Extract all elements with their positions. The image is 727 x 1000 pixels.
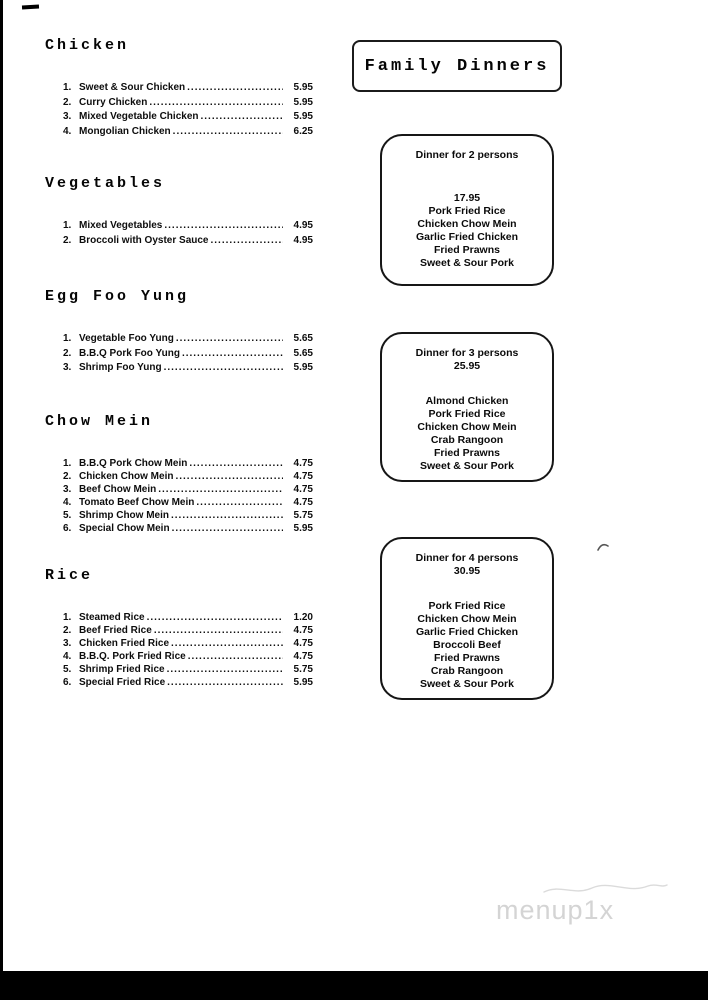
dinner-item: Pork Fried Rice [428,205,506,217]
dinner-item: Almond Chicken [425,395,509,407]
item-price: 4.75 [293,497,313,508]
item-name: Steamed Rice [79,612,145,623]
menu-item [63,484,313,497]
item-name: Mixed Vegetables [79,220,163,231]
menu-item [63,510,313,523]
item-number: 1. [63,220,72,231]
menu-item [63,664,313,677]
family-dinner-box-3-persons [380,332,554,482]
item-number: 6. [63,523,72,534]
dinner-price: 30.95 [453,565,481,577]
item-price: 5.95 [293,677,313,688]
dot-leader [189,458,283,469]
item-name: Shrimp Fried Rice [79,664,165,675]
menu-item [63,82,313,97]
dot-leader [154,625,283,636]
dinner-item: Fried Prawns [434,447,500,459]
dinner-item: Broccoli Beef [433,639,501,651]
section-title: Chicken [45,37,130,54]
section-title: Rice [45,567,94,584]
dinner-item: Garlic Fried Chicken [415,231,519,243]
dinner-item: Crab Rangoon [430,434,504,446]
dinner-item: Chicken Chow Mein [417,613,517,625]
item-name: B.B.Q Pork Chow Mein [79,458,188,469]
item-number: 3. [63,638,72,649]
dinner-item: Crab Rangoon [430,665,504,677]
menu-item [63,471,313,484]
dot-leader [173,126,283,137]
item-price: 4.95 [293,234,313,246]
item-name: Beef Fried Rice [79,625,152,636]
item-price: 4.75 [293,471,313,482]
item-name: Broccoli with Oyster Sauce [79,234,209,246]
family-dinners-title: Family Dinners [364,56,550,76]
item-price: 5.95 [293,362,313,373]
item-name: Curry Chicken [79,96,148,108]
item-name: Vegetable Foo Yung [79,333,174,344]
item-price: 5.95 [293,111,313,122]
menu-item [63,651,313,664]
dinner-item: Pork Fried Rice [428,600,506,612]
menu-item [63,220,313,235]
menu-item [63,523,313,536]
item-name: Mongolian Chicken [79,125,171,137]
item-name: Shrimp Chow Mein [79,510,169,521]
dinner-items [382,600,552,691]
item-price: 4.75 [293,458,313,469]
dot-leader [171,510,283,521]
dot-leader [167,664,283,675]
item-price: 5.65 [293,333,313,344]
menu-item [63,333,313,348]
dinner-heading: Dinner for 3 persons [415,347,519,359]
dinner-price: 25.95 [453,360,481,372]
item-price: 5.65 [293,347,313,359]
item-name: Mixed Vegetable Chicken [79,111,199,122]
item-number: 1. [63,333,72,344]
menu-item [63,625,313,638]
menu-item [63,97,313,112]
section-chicken [45,36,313,140]
item-number: 4. [63,651,72,662]
item-price: 5.95 [293,96,313,108]
section-chow-mein [45,412,313,536]
item-price: 5.95 [293,523,313,534]
dot-leader [171,638,283,649]
item-price: 4.75 [293,484,313,495]
item-number: 3. [63,362,72,373]
scan-mark-top-left [22,5,39,10]
dinner-items [382,395,552,473]
family-dinners-title-box [352,40,562,92]
scan-edge-bottom [0,971,708,1000]
item-name: Special Fried Rice [79,677,166,688]
dinner-item: Chicken Chow Mein [417,218,517,230]
family-dinner-box-4-persons [380,537,554,700]
section-items [63,82,313,140]
dot-leader [158,484,283,495]
dot-leader [196,497,283,508]
item-name: Tomato Beef Chow Mein [79,497,195,508]
dot-leader [175,471,283,482]
dot-leader [164,362,283,373]
item-number: 6. [63,677,72,688]
menu-item [63,126,313,141]
dot-leader [182,348,283,359]
section-rice [45,566,313,690]
item-price: 4.75 [293,651,313,662]
item-name: B.B.Q Pork Foo Yung [79,347,180,359]
dot-leader [176,333,283,344]
item-name: Sweet & Sour Chicken [79,82,186,93]
dot-leader [201,111,284,122]
item-price: 5.75 [293,510,313,521]
item-number: 1. [63,82,72,93]
dinner-heading: Dinner for 4 persons [415,552,519,564]
item-price: 5.95 [293,82,313,93]
item-number: 2. [63,625,72,636]
item-price: 4.75 [293,625,313,636]
menu-item [63,677,313,690]
dinner-item: Chicken Chow Mein [417,421,517,433]
item-name: B.B.Q. Pork Fried Rice [79,651,186,662]
dot-leader [187,82,283,93]
item-number: 2. [63,347,72,359]
section-items [63,458,313,536]
section-items [63,612,313,690]
dot-leader [211,235,284,246]
dot-leader [172,523,283,534]
item-number: 1. [63,458,72,469]
dot-leader [188,651,283,662]
item-number: 4. [63,125,72,137]
dot-leader [147,612,283,623]
stray-pen-mark [596,540,612,554]
menu-item [63,638,313,651]
item-number: 2. [63,234,72,246]
item-price: 5.75 [293,664,313,675]
item-price: 1.20 [293,612,313,623]
item-number: 5. [63,664,72,675]
dinner-item: Fried Prawns [434,244,500,256]
item-price: 4.75 [293,638,313,649]
dinner-heading: Dinner for 2 persons [415,149,519,161]
dot-leader [149,97,283,108]
item-number: 4. [63,497,72,508]
menu-item [63,111,313,126]
menu-item [63,362,313,377]
section-items [63,220,313,249]
dot-leader [164,220,283,231]
menu-item [63,458,313,471]
menupix-watermark: menup1x [496,895,615,925]
section-title: Chow Mein [45,413,154,430]
item-number: 5. [63,510,72,521]
item-name: Chicken Chow Mein [79,471,174,482]
dot-leader [167,677,283,688]
item-name: Chicken Fried Rice [79,638,170,649]
item-price: 6.25 [293,125,313,137]
section-title: Egg Foo Yung [45,288,190,305]
section-title: Vegetables [45,175,166,192]
item-name: Special Chow Mein [79,523,170,534]
item-number: 2. [63,471,72,482]
dinner-item: Sweet & Sour Pork [420,257,514,269]
dinner-item: Sweet & Sour Pork [420,678,514,690]
item-number: 1. [63,612,72,623]
menu-item [63,612,313,625]
section-items [63,333,313,377]
menu-item [63,235,313,250]
menu-item [63,497,313,510]
dinner-item: Sweet & Sour Pork [420,460,514,472]
dinner-item: Fried Prawns [434,652,500,664]
scan-edge-left [0,0,3,1000]
item-name: Beef Chow Mein [79,484,157,495]
family-dinner-box-2-persons [380,134,554,286]
dinner-items [382,205,552,270]
item-name: Shrimp Foo Yung [79,362,162,373]
item-number: 3. [63,111,72,122]
menu-item [63,348,313,363]
section-egg-foo-yung [45,287,313,377]
section-vegetables [45,174,313,249]
dinner-item: Garlic Fried Chicken [415,626,519,638]
item-number: 3. [63,484,72,495]
dinner-item: Pork Fried Rice [428,408,506,420]
item-price: 4.95 [293,220,313,231]
dinner-price: 17.95 [453,192,481,204]
item-number: 2. [63,96,72,108]
